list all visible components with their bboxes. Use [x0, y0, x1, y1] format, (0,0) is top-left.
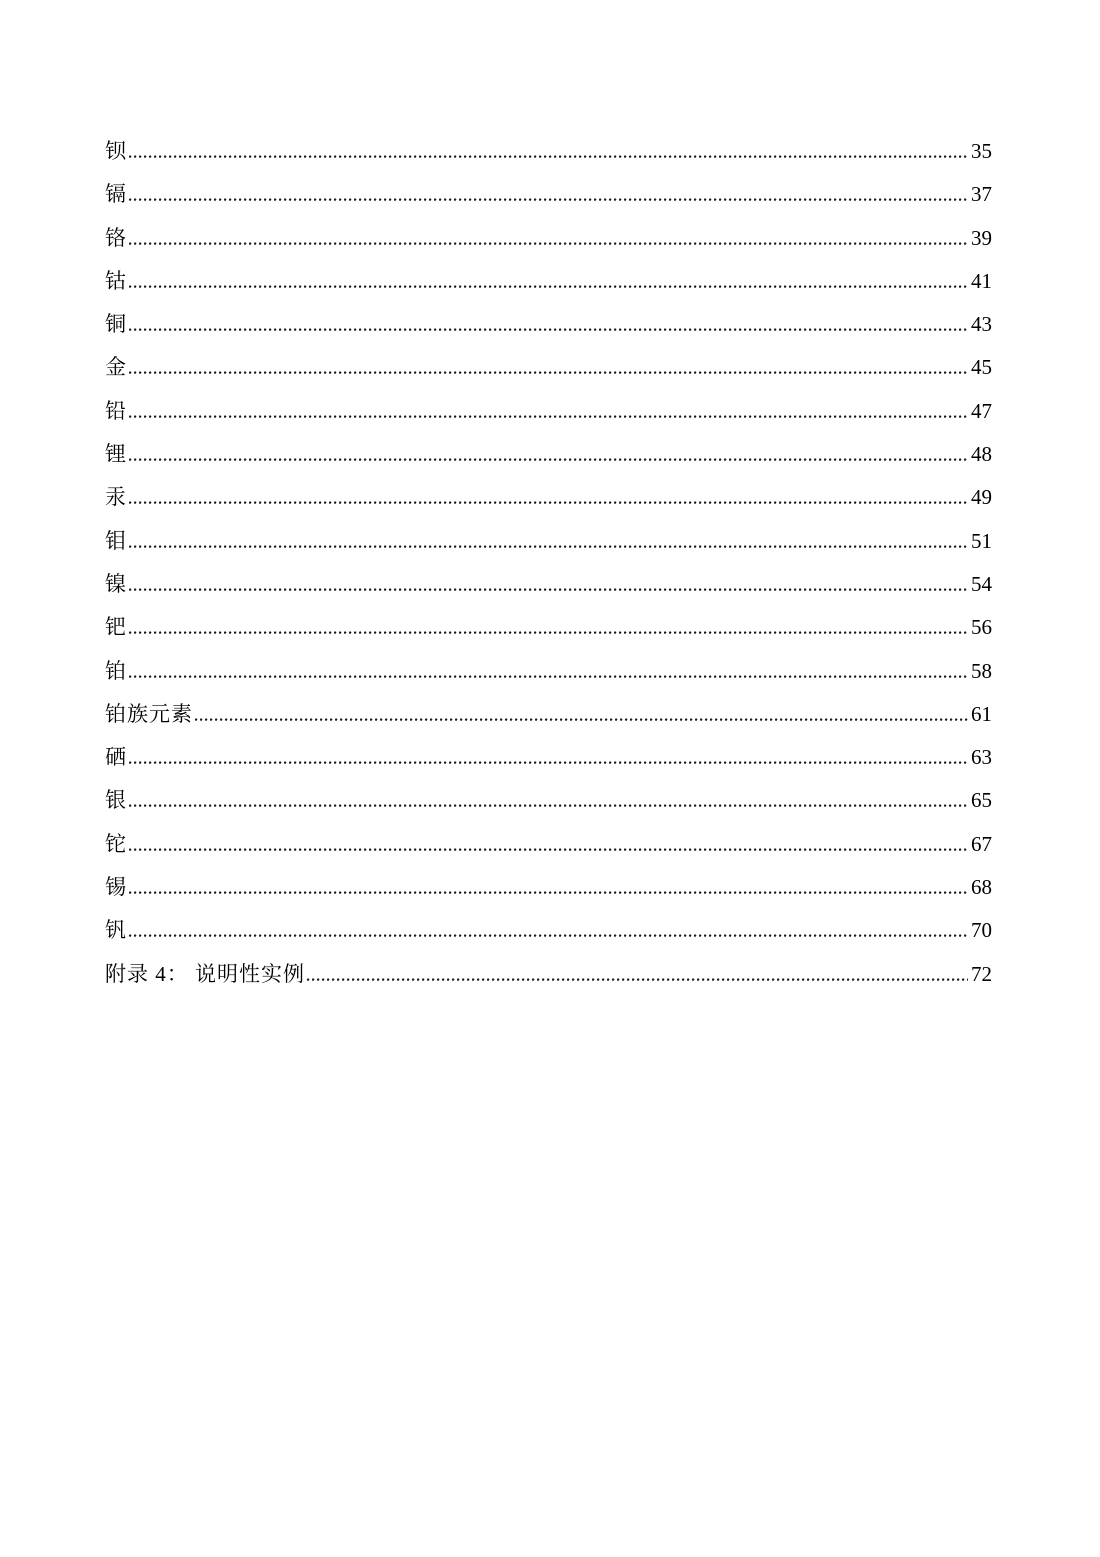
- dot-leader: [129, 675, 968, 678]
- toc-entry-page: 63: [971, 745, 992, 770]
- toc-entry-page: 45: [971, 355, 992, 380]
- toc-entry-page: 37: [971, 182, 992, 207]
- toc-entry[interactable]: [105, 866, 992, 909]
- toc-entry[interactable]: [105, 736, 992, 779]
- table-of-contents: [105, 130, 992, 996]
- toc-entry[interactable]: [105, 953, 992, 996]
- toc-entry[interactable]: [105, 779, 992, 822]
- dot-leader: [129, 848, 968, 851]
- toc-entry[interactable]: [105, 476, 992, 519]
- dot-leader: [129, 501, 968, 504]
- toc-entry[interactable]: [105, 650, 992, 693]
- toc-entry-page: 49: [971, 485, 992, 510]
- toc-entry[interactable]: [105, 823, 992, 866]
- toc-entry[interactable]: [105, 130, 992, 173]
- toc-entry[interactable]: [105, 346, 992, 389]
- toc-entry-page: 35: [971, 139, 992, 163]
- toc-entry-label: 锂: [105, 442, 127, 467]
- toc-entry-label: 铂族元素: [105, 701, 193, 726]
- dot-leader: [129, 588, 968, 591]
- toc-entry-label: 钼: [105, 528, 127, 553]
- toc-entry-label: 铊: [105, 831, 127, 856]
- toc-entry-page: 65: [971, 788, 992, 813]
- toc-entry[interactable]: [105, 173, 992, 216]
- toc-entry-page: 51: [971, 528, 992, 553]
- toc-entry[interactable]: [105, 520, 992, 563]
- toc-entry[interactable]: [105, 303, 992, 346]
- toc-entry-page: 61: [971, 701, 992, 726]
- toc-entry-page: 56: [971, 615, 992, 640]
- toc-entry[interactable]: [105, 563, 992, 606]
- toc-entry-page: 48: [971, 442, 992, 467]
- dot-leader: [129, 242, 968, 245]
- dot-leader: [129, 415, 968, 418]
- toc-entry-page: 39: [971, 225, 992, 250]
- toc-entry-label: 硒: [105, 745, 127, 770]
- dot-leader: [129, 891, 968, 894]
- toc-entry[interactable]: [105, 909, 992, 952]
- dot-leader: [129, 371, 968, 374]
- toc-entry-label: 金: [105, 355, 127, 380]
- dot-leader: [307, 978, 968, 981]
- toc-entry-label: 附录 4： 说明性实例: [105, 961, 305, 986]
- toc-entry-label: 铅: [105, 398, 127, 423]
- toc-entry-page: 41: [971, 268, 992, 293]
- dot-leader: [129, 934, 968, 937]
- toc-entry[interactable]: [105, 260, 992, 303]
- dot-leader: [129, 804, 968, 807]
- dot-leader: [129, 458, 968, 461]
- toc-entry-label: 银: [105, 788, 127, 813]
- dot-leader: [129, 761, 968, 764]
- toc-entry[interactable]: [105, 606, 992, 649]
- dot-leader: [129, 545, 968, 548]
- toc-entry-page: 67: [971, 831, 992, 856]
- toc-entry-label: 汞: [105, 485, 127, 510]
- toc-entry-label: 铜: [105, 312, 127, 337]
- toc-entry-page: 70: [971, 918, 992, 943]
- dot-leader: [129, 198, 968, 201]
- dot-leader: [129, 285, 968, 288]
- toc-entry[interactable]: [105, 217, 992, 260]
- toc-entry[interactable]: [105, 693, 992, 736]
- dot-leader: [129, 328, 968, 331]
- toc-entry-label: 钴: [105, 268, 127, 293]
- toc-entry-page: 43: [971, 312, 992, 337]
- toc-entry-page: 58: [971, 658, 992, 683]
- toc-entry-label: 钒: [105, 918, 127, 943]
- toc-entry-label: 钯: [105, 615, 127, 640]
- toc-entry-page: 54: [971, 571, 992, 596]
- dot-leader: [129, 155, 968, 158]
- toc-entry[interactable]: [105, 390, 992, 433]
- dot-leader: [195, 718, 968, 721]
- toc-entry-label: 镉: [105, 182, 127, 207]
- toc-entry-page: 68: [971, 875, 992, 900]
- toc-entry-label: 锡: [105, 875, 127, 900]
- dot-leader: [129, 631, 968, 634]
- toc-entry-page: 72: [971, 961, 992, 986]
- toc-entry-label: 镍: [105, 571, 127, 596]
- toc-entry-label: 铂: [105, 658, 127, 683]
- toc-entry-label: 钡: [105, 139, 127, 163]
- toc-entry[interactable]: [105, 433, 992, 476]
- toc-entry-label: 铬: [105, 225, 127, 250]
- toc-entry-page: 47: [971, 398, 992, 423]
